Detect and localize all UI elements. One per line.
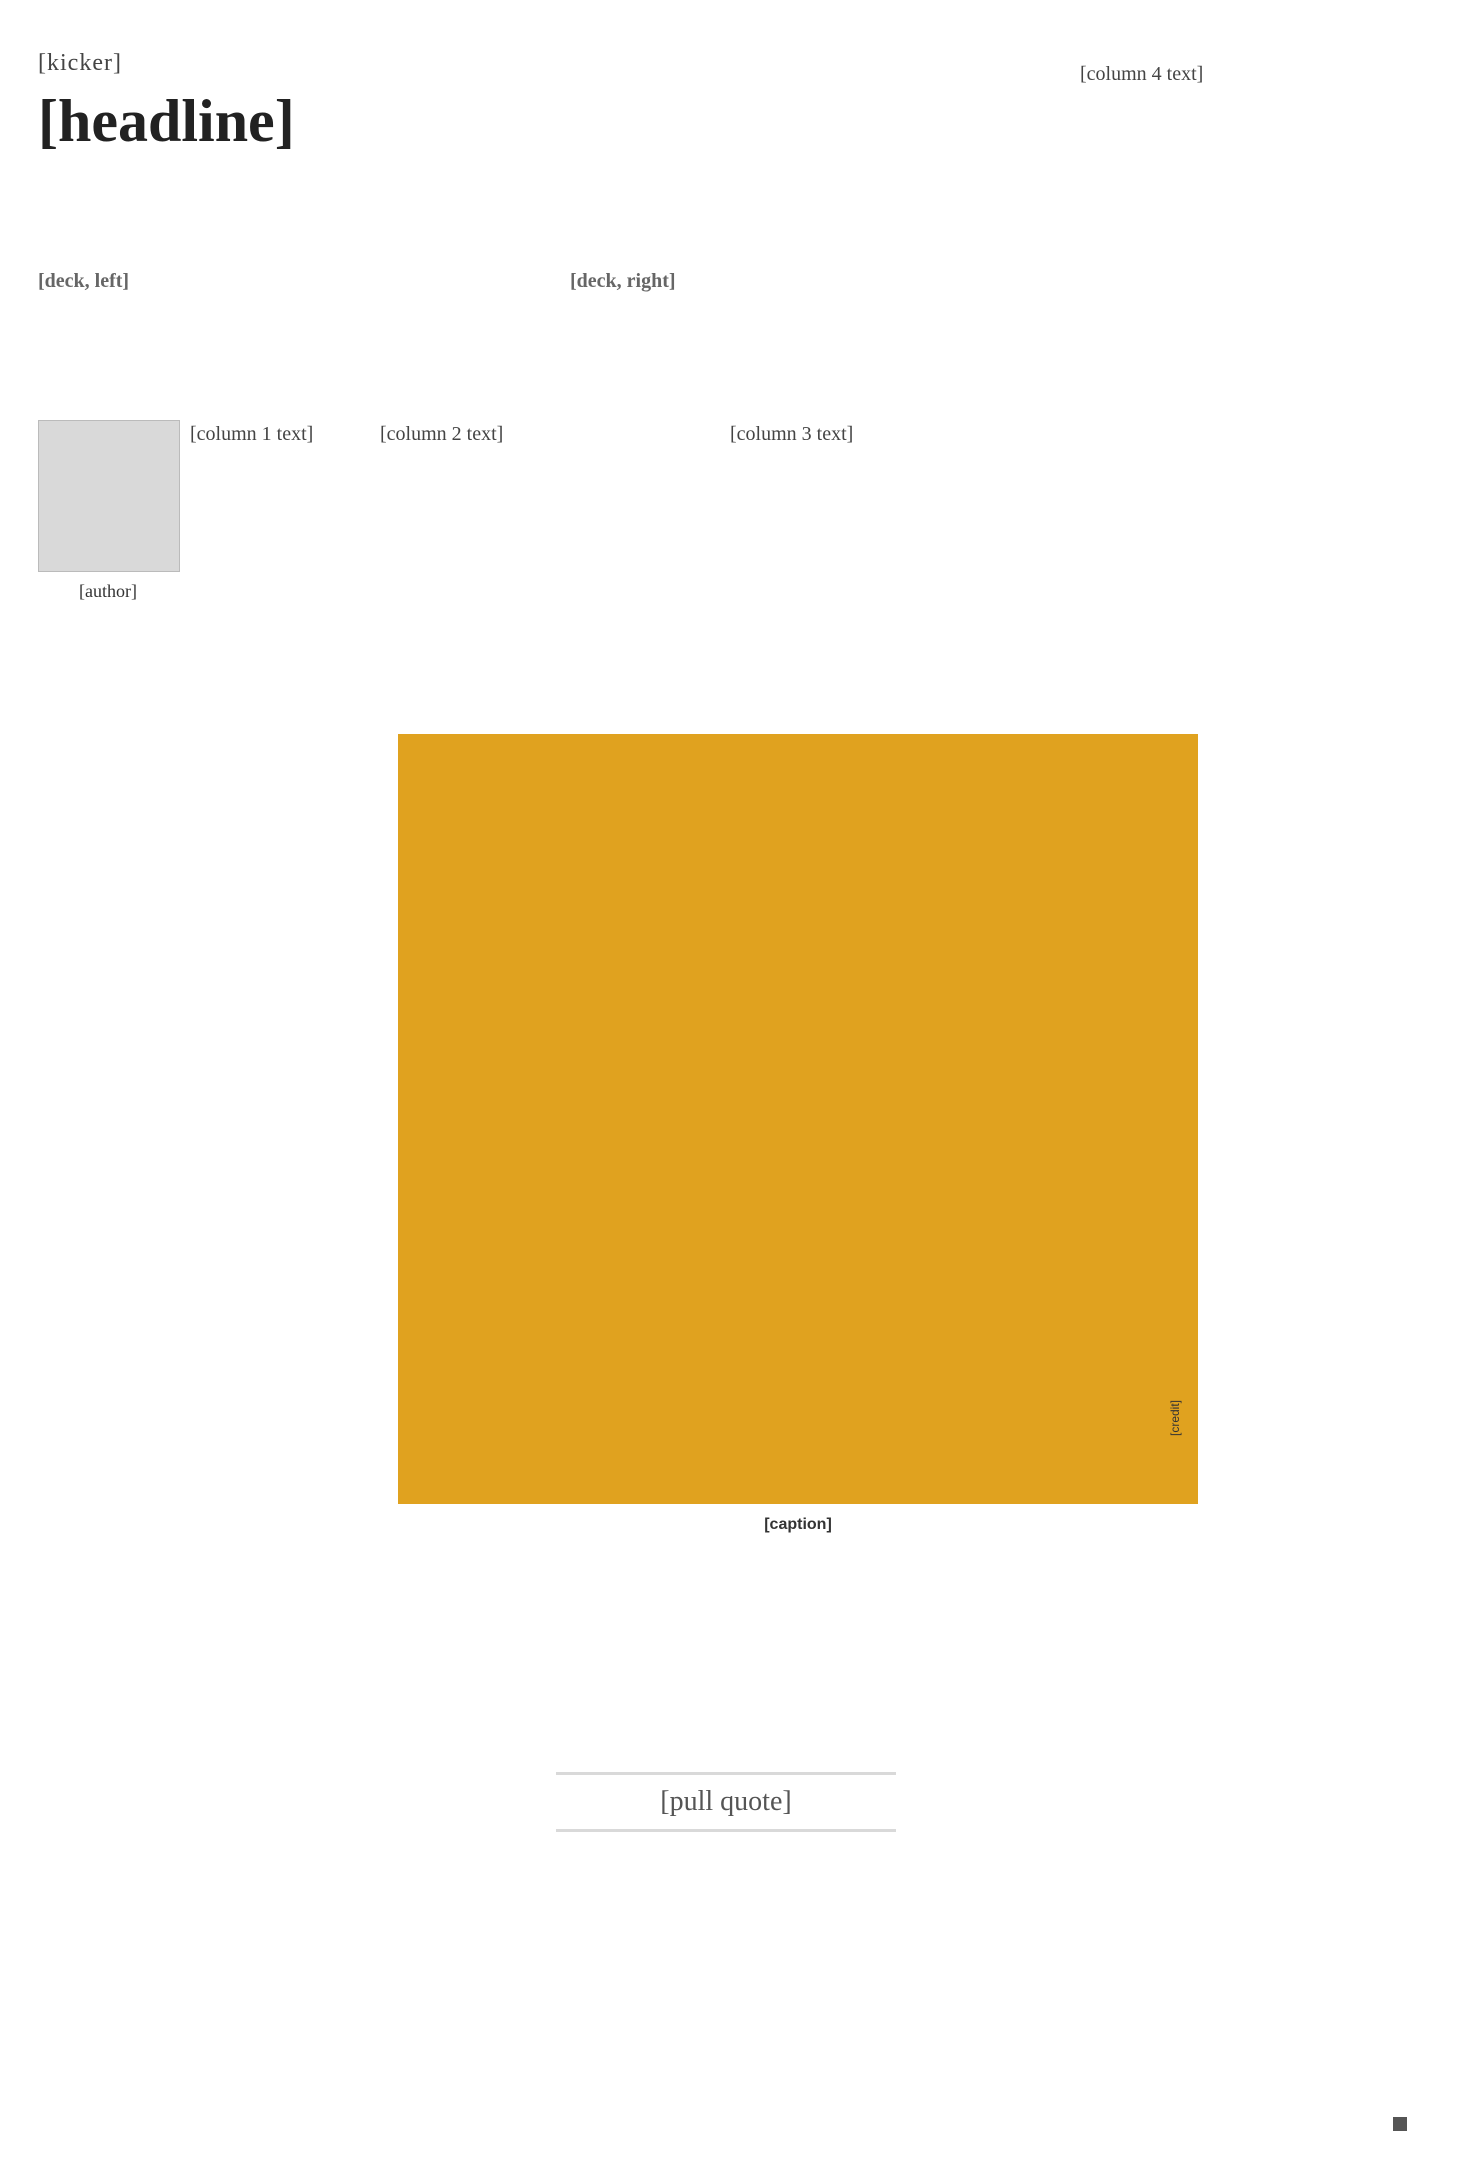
end-mark xyxy=(1393,2117,1407,2131)
section-kicker: [kicker] xyxy=(38,50,122,76)
deck-left: [deck, left] xyxy=(38,270,130,292)
headline: [headline] xyxy=(38,88,295,154)
illustration xyxy=(398,734,1198,1504)
author-name: [author] xyxy=(79,581,137,601)
column-1: [column 1 text] xyxy=(190,423,314,445)
deck-right: [deck, right] xyxy=(570,270,676,292)
column-2: [column 2 text] xyxy=(380,423,504,445)
illustration-caption: [caption] xyxy=(764,1516,832,1533)
author-photo xyxy=(38,420,180,572)
photo-credit: [credit] xyxy=(1168,1400,1182,1437)
pull-quote: [pull quote] xyxy=(556,1772,896,1832)
column-3: [column 3 text] xyxy=(730,423,854,445)
column-4: [column 4 text] xyxy=(1080,63,1204,85)
